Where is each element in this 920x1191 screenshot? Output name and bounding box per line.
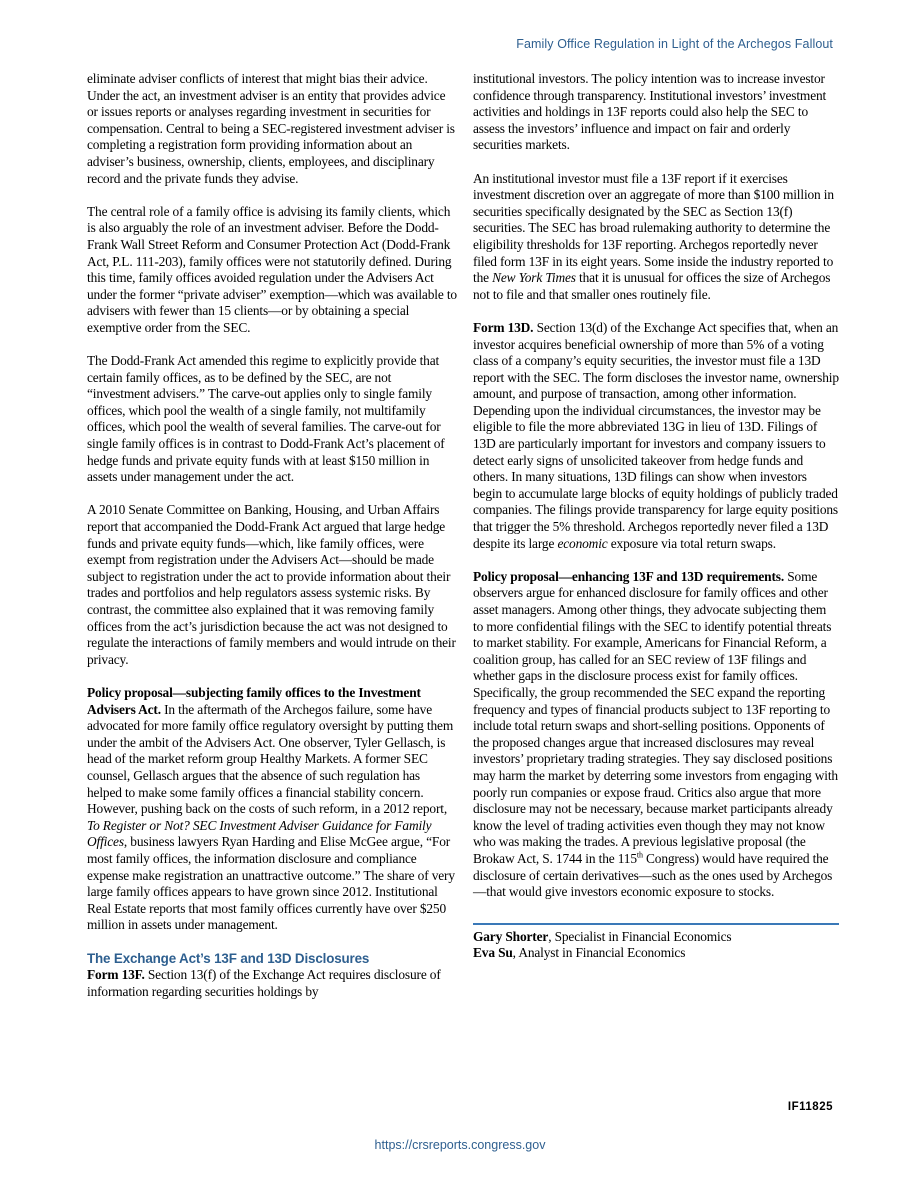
paragraph-text: exposure via total return swaps. — [607, 535, 776, 551]
paragraph-text: that it is unusual for offices the size of Archegos not to file and that smaller ones routinely file. — [473, 270, 831, 302]
paragraph-lead: Policy proposal—subjecting family offices to the Investment Advisers Act. — [87, 684, 421, 717]
paragraph-text: , business lawyers Ryan Harding and Elise McGee argue, “For most family offices, the information disclosure and compliance expense make registration an unattractive outcome.” The share of very large family offices appears to have grown since 2012. Institutional Real Estate reports that most family offices currently have over $250 million in assets under management. — [87, 834, 455, 933]
paragraph: eliminate adviser conflicts of interest that might bias their advice. Under the act, an investment adviser is an entity that provides advice or issues reports or analyses regarding investment in securities for compensation. Central to being a SEC-registered investment adviser is completing a registration form providing information about an adviser’s business, ownership, clients, employees, and disciplinary record and the private funds they advise. — [87, 71, 455, 186]
report-title: To Register or Not? SEC Investment Adviser Guidance for Family Offices — [87, 817, 432, 850]
paragraph: The central role of a family office is advising its family clients, which is also arguably the role of an investment adviser. Before the Dodd-Frank Wall Street Reform and Consumer Protection Act (Dodd-Frank Act, P.L. 111-203), family offices were not statutorily defined. During this time, family offices avoided regulation under the Advisers Act under the former “private adviser” exemption—which was available to advisers with fewer than 15 clients—or by obtaining a special exemptive order from the SEC. — [87, 203, 457, 335]
paragraph-text: An institutional investor must file a 13F report if it exercises investment discretion over an aggregate of more than $100 million in securities specifically designated by the SEC as Section 13(f) securities. The SEC has broad rulemaking authority to determine the eligibility thresholds for 13F reporting. Archegos reportedly never filed form 13F in its eight years. Some inside the industry reported to the — [473, 170, 834, 286]
author-role: , Analyst in Financial Economics — [512, 945, 686, 961]
paragraph-lead: Form 13D. — [473, 319, 534, 335]
paragraph-text: Congress) would have required the disclosure of certain derivatives—such as the ones used by Archegos—that would give investors economic exposure to stocks. — [473, 850, 833, 900]
left-column — [87, 71, 457, 1001]
author-divider — [473, 923, 839, 925]
paragraph: The Dodd-Frank Act amended this regime to explicitly provide that certain family offices, as to be defined by the SEC, are not “investment advisers.” The carve-out applies only to single family offices, which pool the wealth of a single family, not multifamily offices, which pool the wealth of several families. The carve-out for single family offices is in contrast to Dodd-Frank Act’s placement of hedge funds and private equity funds with at least $150 million in assets under management under the act. — [87, 353, 445, 485]
paragraph-text: Some observers argue for enhanced disclosure for family offices and other asset managers. Among other things, they advocate subjecting them to more confidential filings with the SEC to identify potential threats to market stability. For example, Americans for Financial Reform, a coalition group, has called for an SEC review of 13F filings and whether gaps in the disclosure process exist for family offices. Specifically, the group recommended the SEC expand the reporting frequency and types of financial products subject to 13F reporting to include total return swaps and short-selling positions. Opponents of the proposed changes argue that increased disclosures may reveal investors’ proprietary trading strategies. They say disclosed positions may harm the market by deterring some investors from engaging with poorly run companies or expose fraud. Critics also argue that more disclosure may not be necessary, because market participants already know the level of trading activities even though they may not know who was making the trades. A previous legislative proposal (the Brokaw Act, S. 1744 in the 115 — [473, 568, 838, 866]
paragraph-text: In the aftermath of the Archegos failure, some have advocated for more family office regulatory oversight by putting them under the ambit of the Advisers Act. One observer, Tyler Gellasch, is head of the market reform group Healthy Markets. A former SEC counsel, Gellasch argues that the absence of such regulation has helped to make some family offices a financial stability concern. However, pushing back on the costs of such reform, in a 2012 report, — [87, 701, 454, 817]
report-id: IF11825 — [787, 1101, 833, 1113]
author-line — [473, 945, 839, 962]
author-block — [473, 929, 839, 962]
paragraph-policy-proposal — [473, 569, 839, 901]
superscript: th — [636, 850, 643, 860]
author-name: Eva Su — [473, 945, 513, 961]
right-column — [473, 71, 839, 962]
footer-url[interactable]: https://crsreports.congress.gov — [374, 1138, 546, 1152]
author-line — [473, 929, 839, 946]
paragraph-lead: Policy proposal—enhancing 13F and 13D requirements. — [473, 568, 785, 584]
paragraph-form-13d — [473, 320, 839, 552]
paragraph: institutional investors. The policy intention was to increase investor confidence through transparency. Institutional investors’ investment activities and holdings in 13F reports could also help the SEC to assess the investors’ influence and impact on fair and orderly securities markets. — [473, 71, 827, 153]
paragraph-text: Section 13(d) of the Exchange Act specifies that, when an investor acquires beneficial ownership of more than 5% of a voting class of a company’s equity securities, the investor must file a 13D report with the SEC. The form discloses the investor name, ownership amount, and purpose of transaction, among other information. Depending upon the individual circumstances, the investor may be eligible to file the more abbreviated 13G in lieu of 13D. Filings of 13D are particularly important for investors and company issuers to detect early signs of unsolicited takeover from hedge funds and others. In many situations, 13D filings can show when investors begin to accumulate large blocks of equity holdings of publicly traded companies. The filings provide transparency for large equity positions that trigger the 5% threshold. Archegos reportedly never filed a 13D despite its large — [473, 319, 839, 551]
running-header: Family Office Regulation in Light of the Archegos Fallout — [516, 37, 833, 51]
author-name: Gary Shorter — [473, 928, 549, 944]
paragraph-lead: Form 13F. — [87, 967, 145, 983]
author-role: , Specialist in Financial Economics — [548, 928, 732, 944]
section-heading: The Exchange Act’s 13F and 13D Disclosures — [87, 951, 370, 967]
paragraph: A 2010 Senate Committee on Banking, Housing, and Urban Affairs report that accompanied the Dodd-Frank Act argued that large hedge funds and private equity funds—which, like family offices, were exempt from registration under the Advisers Act—should be made subject to registration under the act to provide information about their trades and portfolios and help regulators assess systemic risks. By contrast, the committee also explained that it was removing family offices from the act’s jurisdiction because the act was not designed to regulate the interactions of family members and would intrude on their privacy. — [87, 502, 456, 667]
paragraph — [473, 171, 839, 304]
paragraph-text: Section 13(f) of the Exchange Act requires disclosure of information regarding securities holdings by — [87, 967, 441, 1000]
paragraph-policy-proposal — [87, 685, 457, 934]
publication-name: New York Times — [492, 270, 576, 286]
emphasis: economic — [557, 535, 608, 551]
paragraph-form-13f — [87, 967, 457, 1000]
